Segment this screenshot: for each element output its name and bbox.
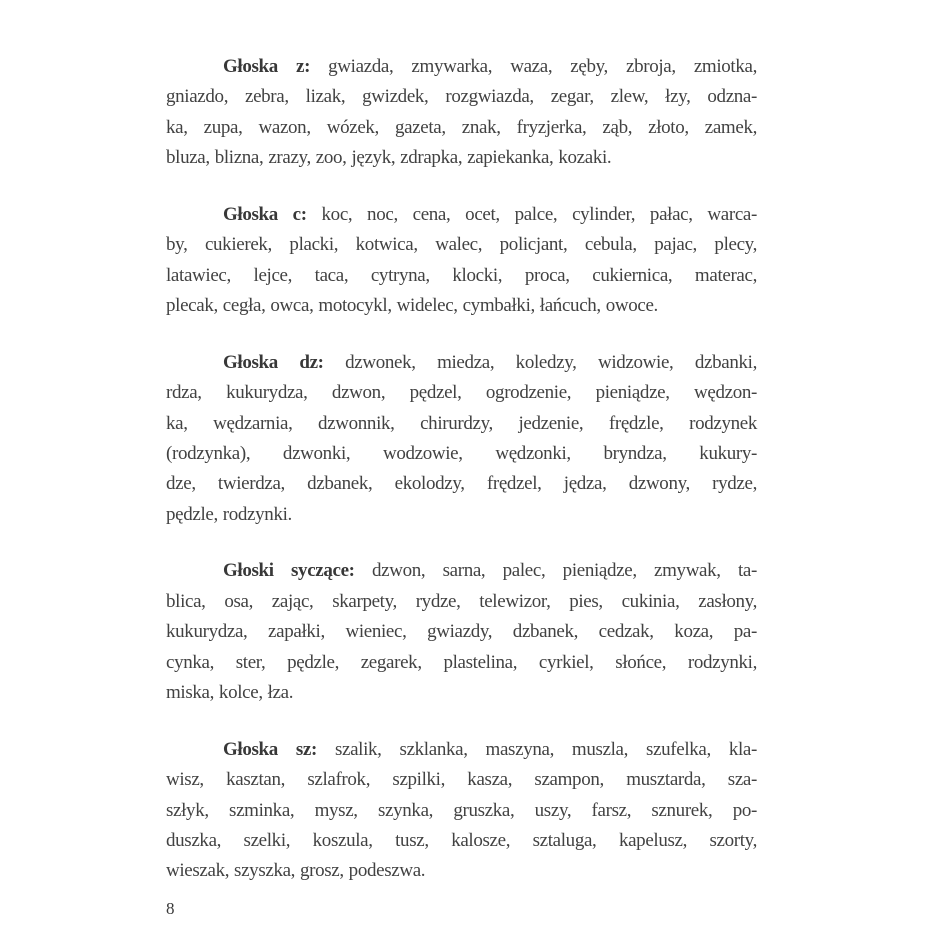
text-line: (rodzynka), dzwonki, wodzowie, wędzonki, bryndza, kukury- <box>166 442 757 464</box>
text-line: bluza, blizna, zrazy, zoo, język, zdrapka, zapiekanka, kozaki. <box>166 147 612 169</box>
text-line: cynka, ster, pędzle, zegarek, plastelina, cyrkiel, słońce, rodzynki, <box>166 651 757 673</box>
paragraph-gloska-dz <box>166 348 757 531</box>
text-line <box>166 735 757 765</box>
text-line: kukurydza, zapałki, wieniec, gwiazdy, dzbanek, cedzak, koza, pa- <box>166 621 757 643</box>
phoneme-label: Głoska z: <box>223 56 311 77</box>
text-line <box>166 348 757 378</box>
page-number: 8 <box>166 899 175 918</box>
paragraph-gloska-c <box>166 200 757 322</box>
text-line: wieszak, szyszka, grosz, podeszwa. <box>166 860 426 882</box>
paragraph-gloska-z <box>166 52 757 174</box>
text-line: by, cukierek, placki, kotwica, walec, policjant, cebula, pajac, plecy, <box>166 234 757 256</box>
text-line: blica, osa, zając, skarpety, rydze, telewizor, pies, cukinia, zasłony, <box>166 590 757 612</box>
text-line: dze, twierdza, dzbanek, ekolodzy, frędzel, jędza, dzwony, rydze, <box>166 473 757 495</box>
text-line: ka, zupa, wazon, wózek, gazeta, znak, fryzjerka, ząb, złoto, zamek, <box>166 116 757 138</box>
text-line: wisz, kasztan, szlafrok, szpilki, kasza, szampon, musztarda, sza- <box>166 769 757 791</box>
text-line: duszka, szelki, koszula, tusz, kalosze, sztaluga, kapelusz, szorty, <box>166 829 757 851</box>
text-line <box>166 556 757 586</box>
paragraph-gloski-syczace <box>166 556 757 708</box>
word-list: szalik, szklanka, maszyna, muszla, szufelka, kla- <box>334 738 757 760</box>
text-line: pędzle, rodzynki. <box>166 503 292 525</box>
phoneme-label: Głoska dz: <box>223 351 324 373</box>
phoneme-label: Głoska sz: <box>223 738 317 760</box>
word-list: dzwon, sarna, palec, pieniądze, zmywak, ta- <box>371 560 757 582</box>
word-list: koc, noc, cena, ocet, palce, cylinder, pałac, warca- <box>321 203 757 225</box>
text-line: gniazdo, zebra, lizak, gwizdek, rozgwiazda, zegar, zlew, łzy, odzna- <box>166 86 757 108</box>
paragraph-gloska-sz <box>166 735 757 887</box>
text-line: miska, kolce, łza. <box>166 682 294 704</box>
word-list: dzwonek, miedza, koledzy, widzowie, dzbanki, <box>345 351 757 373</box>
text-line: szłyk, szminka, mysz, szynka, gruszka, uszy, farsz, sznurek, po- <box>166 799 757 821</box>
text-line: latawiec, lejce, taca, cytryna, klocki, proca, cukiernica, materac, <box>166 264 757 286</box>
text-line: plecak, cegła, owca, motocykl, widelec, cymbałki, łańcuch, owoce. <box>166 295 658 317</box>
text-line: ka, wędzarnia, dzwonnik, chirurdzy, jedzenie, frędzle, rodzynek <box>166 412 757 434</box>
phoneme-label: Głoska c: <box>223 203 307 225</box>
text-block <box>166 52 757 887</box>
text-line <box>166 52 757 82</box>
word-list: gwiazda, zmywarka, waza, zęby, zbroja, zmiotka, <box>328 56 757 77</box>
text-line: rdza, kukurydza, dzwon, pędzel, ogrodzenie, pieniądze, wędzon- <box>166 382 757 404</box>
phoneme-label: Głoski syczące: <box>223 560 355 582</box>
text-line <box>166 200 757 230</box>
